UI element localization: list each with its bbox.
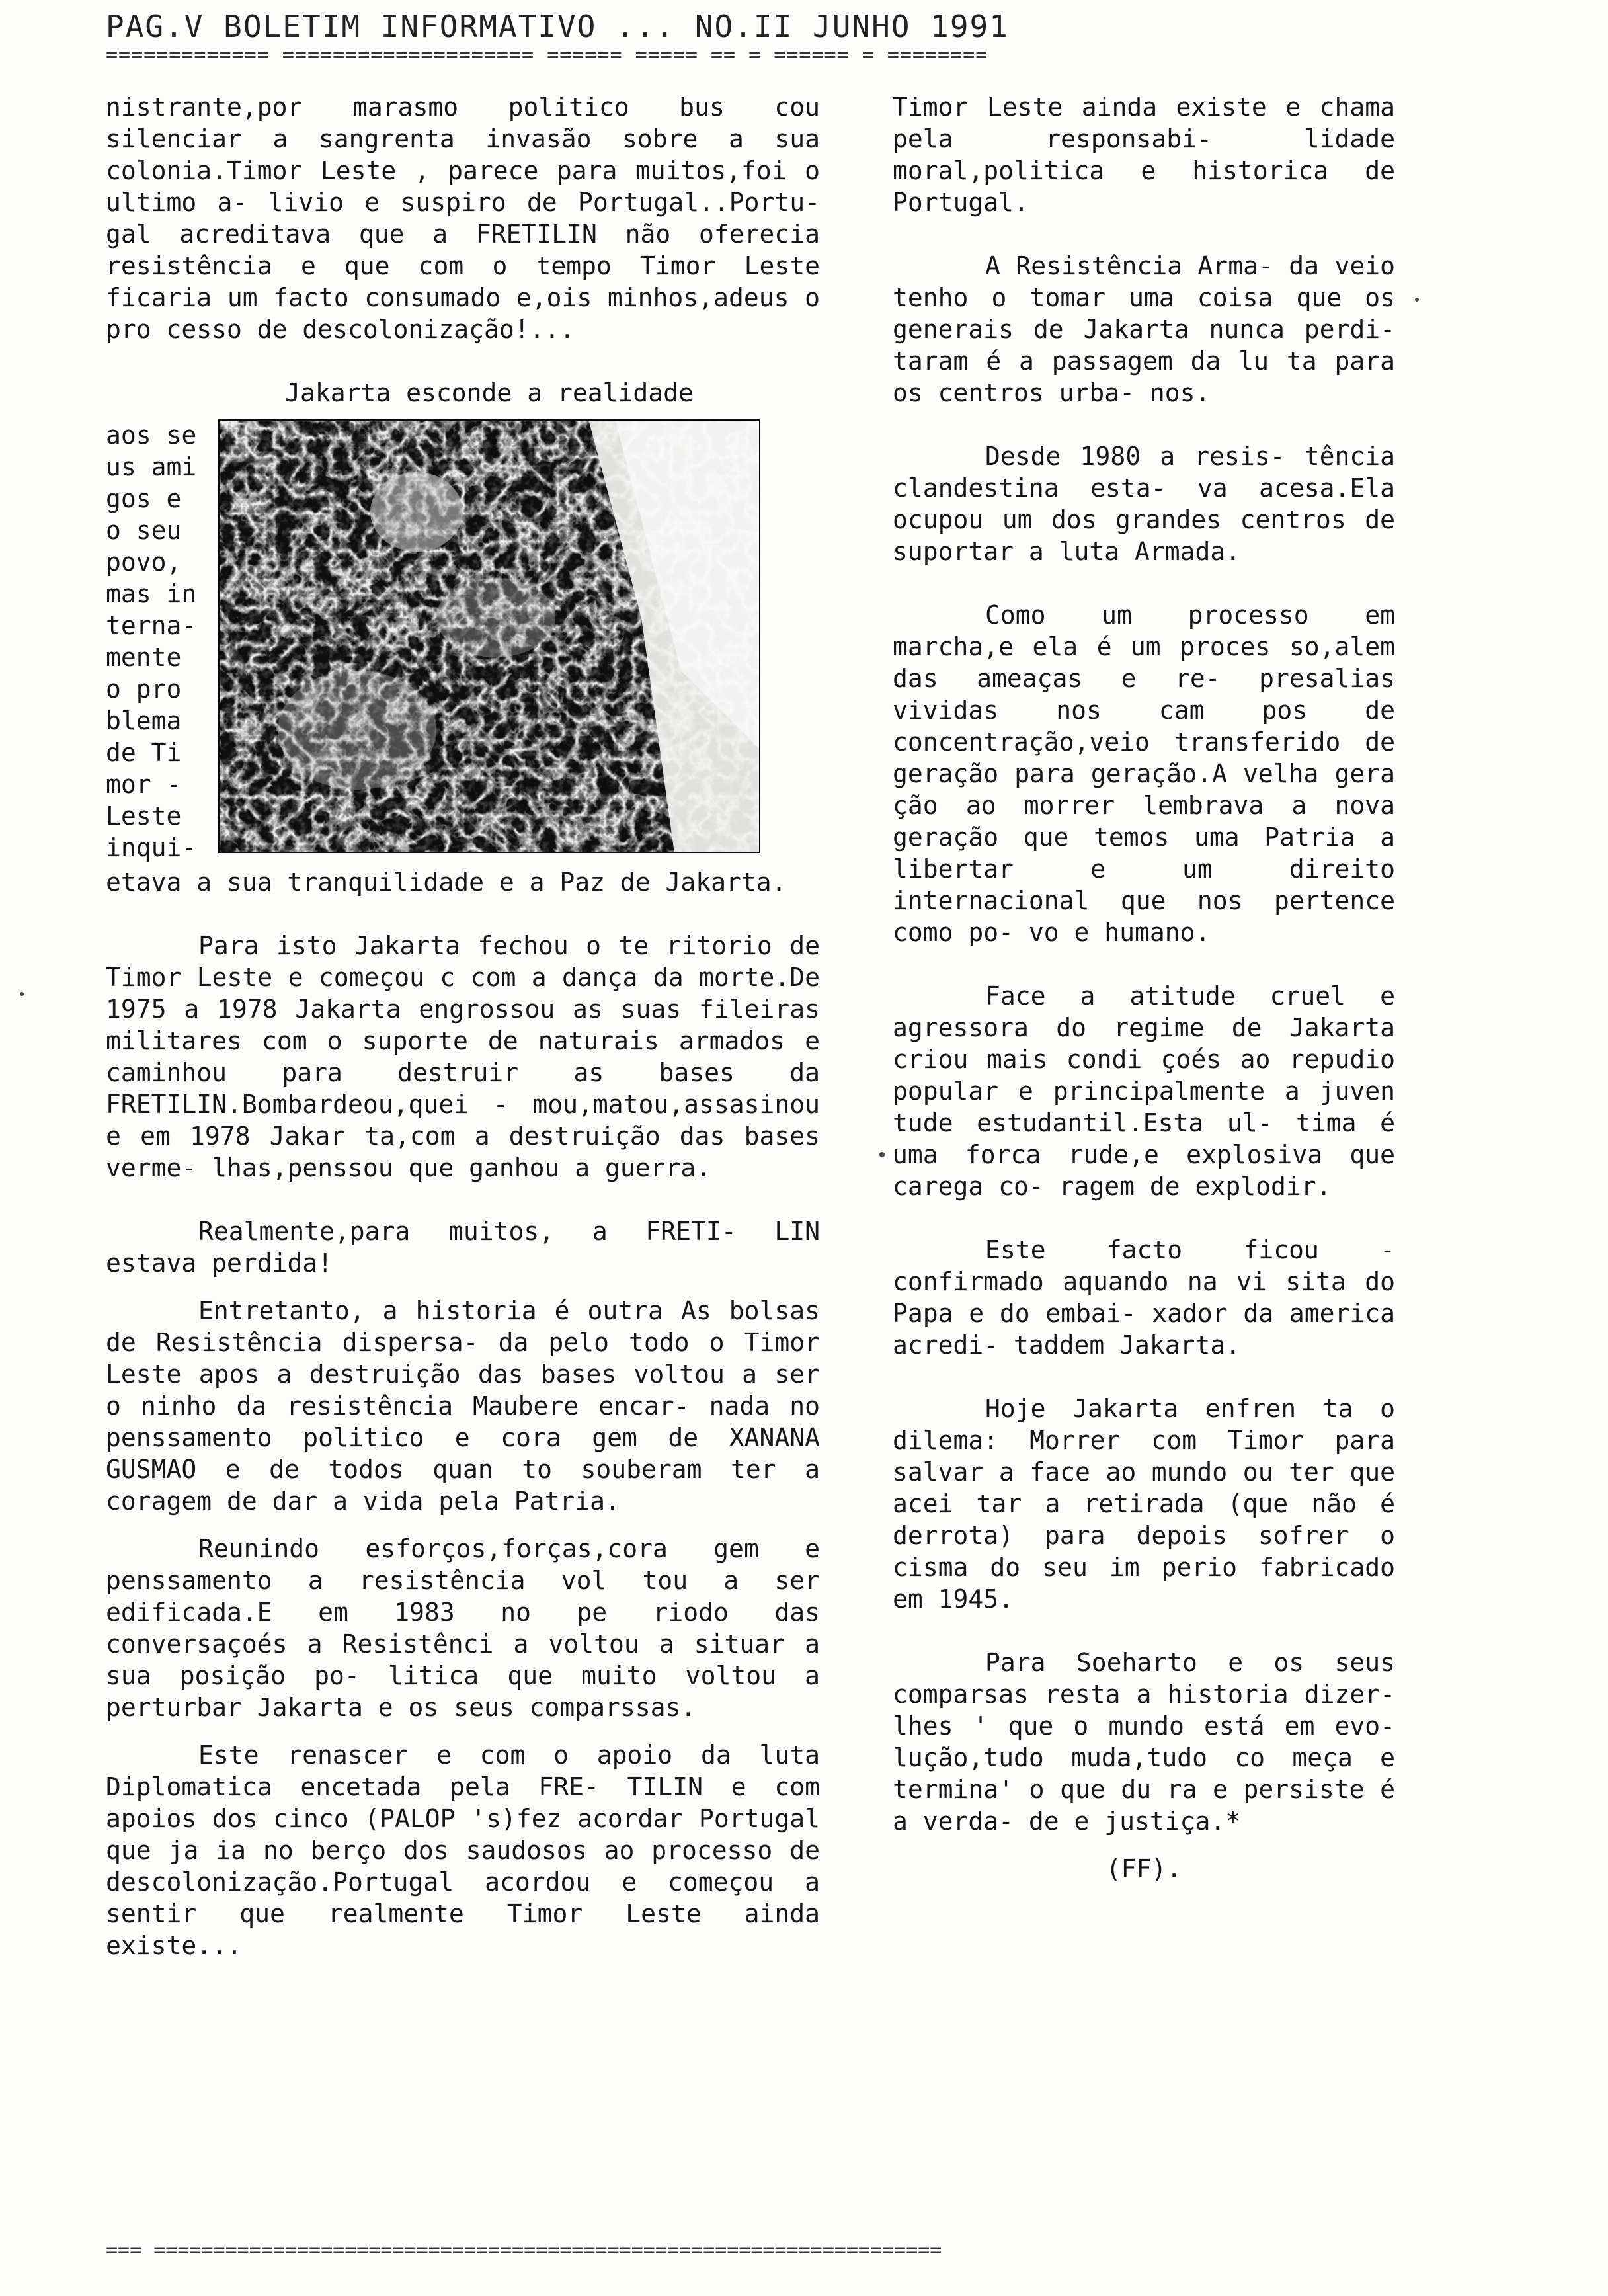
right-paragraph-3: Desde 1980 a resis- tência clandestina esta- va acesa.Ela ocupou um dos grandes centros de suportar a luta Armada. — [893, 442, 1395, 566]
left-paragraph-3: Realmente,para muitos, a FRETI- LIN estava perdida! — [106, 1217, 820, 1278]
right-paragraph-7: Hoje Jakarta enfren ta o dilema: Morrer com Timor para salvar a face ao mundo ou ter que acei tar a retirada (que não é derrota) para depois sofrer o cisma do seu im perio fabricado em 1945. — [893, 1394, 1395, 1614]
photo-block — [106, 419, 820, 866]
left-paragraph-2: Para isto Jakarta fechou o te ritorio de Timor Leste e começou c com a dança da morte.De 1975 a 1978 Jakarta engrossou as suas fileiras militares com o suporte de naturais armados e caminhou para destruir as bases da FRETILIN.Bombardeou,quei - mou,matou,assasinou e em 1978 Jakar ta,com a destruição das bases verme- lhas,penssou que ganhou a guerra. — [106, 931, 820, 1182]
footer-rule: === ================================================================== — [106, 2239, 942, 2262]
left-paragraph-6: Este renascer e com o apoio da luta Diplomatica encetada pela FRE- TILIN e com apoios dos cinco (PALOP 's)fez acordar Portugal que ja ia no berço dos saudosos ao processo de descolonização.Portugal acordou e começou a sentir que realmente Timor Leste ainda existe... — [106, 1741, 820, 1960]
author-signature: (FF). — [1106, 1854, 1182, 1883]
print-speck — [20, 992, 24, 996]
print-speck — [1415, 298, 1419, 302]
header-rule: ============= ==================== ====== ===== == = ====== = ======== — [106, 44, 988, 66]
right-paragraph-2: A Resistência Arma- da veio tenho o tomar uma coisa que os generais de Jakarta nunca perdi- taram é a passagem da lu ta para os centros urba- nos. — [893, 251, 1395, 407]
left-paragraph-1: nistrante,por marasmo politico bus cou silenciar a sangrenta invasão sobre a sua colonia.Timor Leste , parece para muitos,foi o ultimo a- livio e suspiro de Portugal..Portu- gal acreditava que a FRETILIN não oferecia resistência e que com o tempo Timor Leste ficaria um facto consumado e,ois minhos,adeus o pro cesso de descolonização!... — [106, 93, 820, 344]
right-paragraph-6: Este facto ficou - confirmado aquando na vi sita do Papa e do embai- xador da america acredi- taddem Jakarta. — [893, 1235, 1395, 1360]
page-header: PAG.V BOLETIM INFORMATIVO ... NO.II JUNHO 1991 — [106, 9, 1009, 44]
right-paragraph-8: Para Soeharto e os seus comparsas resta a historia dizer-lhes ' que o mundo está em evo- lução,tudo muda,tudo co meça e termina' o que du ra e persiste é a verda- de e justiça.* — [893, 1648, 1395, 1836]
news-photo — [218, 419, 760, 853]
photo-image — [218, 419, 760, 853]
left-paragraph-5: Reunindo esforços,forças,cora gem e penssamento a resistência vol tou a ser edificada.E em 1983 no pe riodo das conversaçoés a Resistênci a voltou a situar a sua posição po- litica que muito voltou a perturbar Jakarta e os seus comparssas. — [106, 1534, 820, 1722]
photo-caption-continuation: etava a sua tranquilidade e a Paz de Jakarta. — [106, 868, 787, 897]
right-paragraph-1: Timor Leste ainda existe e chama pela responsabi- lidade moral,politica e historica de Portugal. — [893, 93, 1395, 217]
photo-wrap-text: aos se us ami gos e o seu povo, mas in terna- mente o pro blema de Ti mor - Leste inqui- — [106, 421, 197, 862]
right-paragraph-4: Como um processo em marcha,e ela é um proces so,alem das ameaças e re- presalias vividas nos cam pos de concentração,veio transferido de geração para geração.A velha gera ção ao morrer lembrava a nova geração que temos uma Patria a libertar e um direito internacional que nos pertence como po- vo e humano. — [893, 600, 1395, 947]
right-column — [893, 91, 1395, 1885]
left-paragraph-4: Entretanto, a historia é outra As bolsas de Resistência dispersa- da pelo todo o Timor Leste apos a destruição das bases voltou a ser o ninho da resistência Maubere encar- nada no penssamento politico e cora gem de XANANA GUSMAO e de todos quan to souberam ter a coragem de dar a vida pela Patria. — [106, 1296, 820, 1516]
right-paragraph-5: Face a atitude cruel e agressora do regime de Jakarta criou mais condi çoés ao repudio popular e principalmente a juven tude estudantil.Esta ul- tima é uma forca rude,e explosiva que carega co- ragem de explodir. — [893, 981, 1395, 1201]
left-column — [106, 91, 820, 1993]
print-speck — [879, 1152, 885, 1157]
section-heading: Jakarta esconde a realidade — [285, 378, 694, 407]
